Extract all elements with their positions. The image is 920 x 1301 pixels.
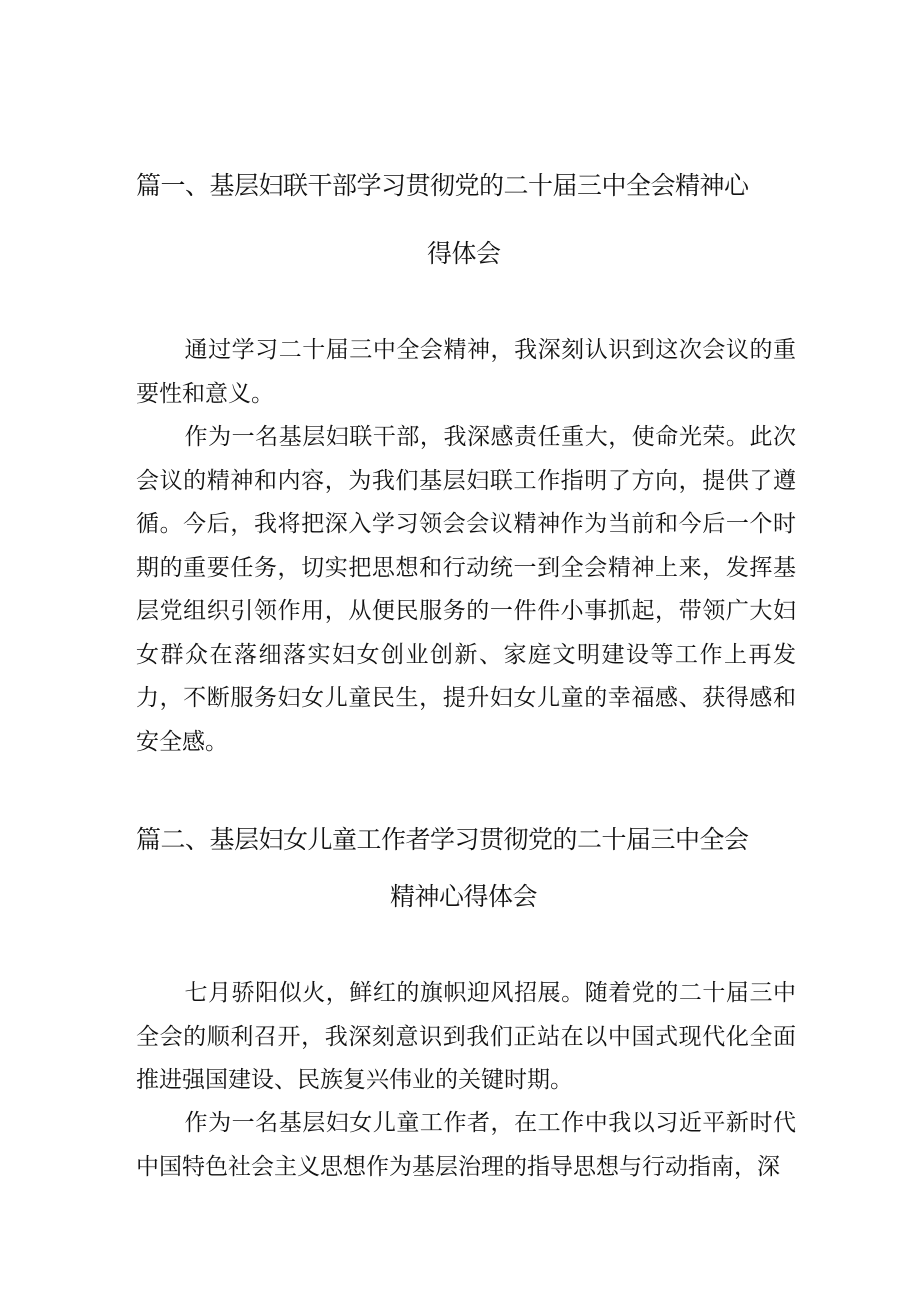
section1-paragraph-1 [136, 329, 796, 416]
section1-title-line1: 篇一、基层妇联干部学习贯彻党的二十届三中全会精神心 [136, 171, 749, 200]
section2-title-line2: 精神心得体会 [390, 882, 538, 911]
section2-title-line1: 篇二、基层妇女儿童工作者学习贯彻党的二十届三中全会 [136, 825, 749, 854]
section1-title-line2: 得体会 [427, 239, 501, 268]
section2-paragraph-1-text: 七月骄阳似火，鲜红的旗帜迎风招展。随着党的二十届三中全会的顺利召开，我深刻意识到我们正站在以中国式现代化全面推进强国建设、民族复兴伟业的关键时期。 [136, 980, 796, 1093]
section1-paragraph-1-text: 通过学习二十届三中全会精神，我深刻认识到这次会议的重要性和意义。 [136, 337, 796, 407]
section2-paragraph-2 [136, 1102, 796, 1189]
section1-paragraph-2 [136, 416, 796, 764]
section2-paragraph-1 [136, 972, 796, 1103]
section1-paragraph-2-text: 作为一名基层妇联干部，我深感责任重大，使命光荣。此次会议的精神和内容，为我们基层妇联工作指明了方向，提供了遵循。今后，我将把深入学习领会会议精神作为当前和今后一个时期的重要任务，切实把思想和行动统一到全会精神上来，发挥基层党组织引领作用，从便民服务的一件件小事抓起，带领广大妇女群众在落细落实妇女创业创新、家庭文明建设等工作上再发力，不断服务妇女儿童民生，提升妇女儿童的幸福感、获得感和安全感。 [136, 424, 796, 755]
section2-paragraph-2-text: 作为一名基层妇女儿童工作者，在工作中我以习近平新时代中国特色社会主义思想作为基层治理的指导思想与行动指南，深 [136, 1110, 796, 1180]
